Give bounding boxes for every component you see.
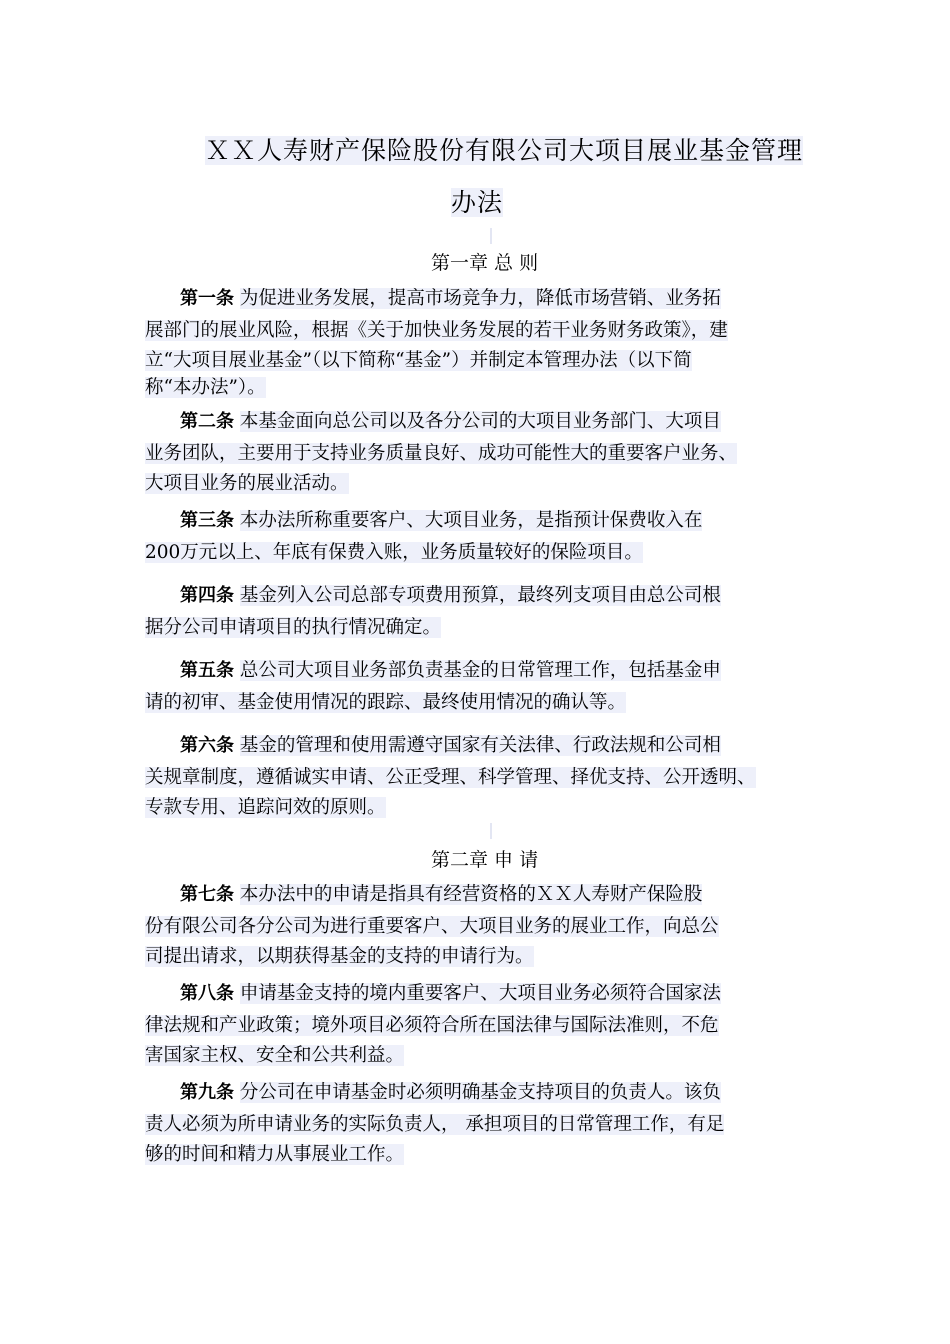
article-text-line: [145, 1010, 808, 1042]
article-text-span: 请的初审、基金使用情况的跟踪、最终使用情况的确认等。: [145, 692, 627, 713]
article-number: 第七条: [180, 884, 234, 905]
article-text-line: [145, 470, 808, 497]
article-9: [145, 1077, 808, 1168]
article-number: 第六条: [180, 735, 234, 756]
article-text-span: 业务团队，主要用于支持业务质量良好、成功可能性大的重要客户业务、: [145, 443, 738, 464]
article-4: [145, 580, 808, 644]
chapter-heading-text: 第二章 申 请: [431, 849, 539, 871]
article-text-line: [145, 911, 808, 943]
article-first-line: [145, 283, 808, 315]
article-text-span: 展部门的展业风险，根据《关于加快业务发展的若干业务财务政策》，建: [145, 320, 728, 341]
article-text-line: [145, 762, 808, 794]
chapter-heading-2: [431, 845, 538, 872]
article-text-line: 基金的管理和使用需遵守国家有关法律、行政法规和公司相: [239, 735, 721, 756]
document-title-line-1: [205, 131, 803, 167]
article-number: 第一条: [180, 288, 234, 309]
article-text-line: [145, 1141, 808, 1168]
article-first-line: [145, 978, 808, 1010]
article-text-span: 关规章制度，遵循诚实申请、公正受理、科学管理、择优支持、公开透明、: [145, 767, 756, 788]
section-divider-mark: [490, 823, 492, 839]
article-text-span: 司提出请求，以期获得基金的支持的申请行为。: [145, 946, 534, 967]
article-text-line: [145, 612, 808, 644]
article-text-line: 基金列入公司总部专项费用预算，最终列支项目由总公司根: [239, 585, 721, 606]
article-text-line: [145, 438, 808, 470]
article-text-line: 本办法中的申请是指具有经营资格的ＸＸ人寿财产保险股: [239, 884, 703, 905]
article-1: [145, 283, 808, 401]
article-text-span: 称“本办法”）。: [145, 377, 266, 398]
article-3: [145, 505, 808, 569]
article-text-span: 据分公司申请项目的执行情况确定。: [145, 617, 442, 638]
article-text-line: 总公司大项目业务部负责基金的日常管理工作，包括基金申: [239, 660, 721, 681]
article-text-line: 本办法所称重要客户、大项目业务，是指预计保费收入在: [239, 510, 703, 531]
article-first-line: [145, 655, 808, 687]
article-text-line: 分公司在申请基金时必须明确基金支持项目的负责人。该负: [239, 1082, 721, 1103]
article-number: 第四条: [180, 585, 234, 606]
section-divider-mark: [490, 228, 492, 244]
article-text-span: 够的时间和精力从事展业工作。: [145, 1144, 405, 1165]
article-number: 第三条: [180, 510, 234, 531]
document-title-text-2: 办法: [451, 188, 504, 217]
article-text-line: [145, 1042, 808, 1069]
article-text-line: [145, 315, 808, 347]
article-number: 第九条: [180, 1082, 234, 1103]
article-first-line: [145, 1077, 808, 1109]
article-first-line: [145, 879, 808, 911]
article-text-line: [145, 943, 808, 970]
article-text-span: 份有限公司各分公司为进行重要客户、大项目业务的展业工作，向总公: [145, 916, 719, 937]
article-7: [145, 879, 808, 970]
article-text-span: 害国家主权、安全和公共利益。: [145, 1045, 405, 1066]
article-text-span: 律法规和产业政策；境外项目必须符合所在国法律与国际法准则，不危: [145, 1015, 719, 1036]
article-number: 第二条: [180, 411, 234, 432]
article-text-span: 200万元以上、年底有保费入账，业务质量较好的保险项目。: [145, 542, 643, 563]
article-text-line: [145, 374, 808, 401]
article-text-span: 责人必须为所申请业务的实际负责人， 承担项目的日常管理工作，有足: [145, 1114, 725, 1135]
article-6: [145, 730, 808, 821]
article-first-line: [145, 406, 808, 438]
article-text-line: 本基金面向总公司以及各分公司的大项目业务部门、大项目: [239, 411, 721, 432]
article-text-line: [145, 1109, 808, 1141]
article-2: [145, 406, 808, 497]
article-text-line: [145, 687, 808, 719]
article-text-line: [145, 347, 808, 374]
article-first-line: [145, 730, 808, 762]
article-first-line: [145, 580, 808, 612]
chapter-heading-text: 第一章 总 则: [431, 252, 539, 274]
article-5: [145, 655, 808, 719]
chapter-heading-1: [431, 248, 538, 275]
document-title-line-2: [451, 183, 503, 219]
article-text-span: 大项目业务的展业活动。: [145, 473, 349, 494]
document-title-text-1: ＸＸ人寿财产保险股份有限公司大项目展业基金管理: [205, 136, 804, 165]
article-text-span: 立“大项目展业基金”（以下简称“基金”）并制定本管理办法（以下简: [145, 350, 692, 371]
article-number: 第五条: [180, 660, 234, 681]
article-text-line: 申请基金支持的境内重要客户、大项目业务必须符合国家法: [239, 983, 721, 1004]
article-first-line: [145, 505, 808, 537]
article-text-line: [145, 794, 808, 821]
article-text-span: 专款专用、追踪问效的原则。: [145, 797, 386, 818]
article-text-line: [145, 537, 808, 569]
article-number: 第八条: [180, 983, 234, 1004]
article-8: [145, 978, 808, 1069]
article-text-line: 为促进业务发展，提高市场竞争力，降低市场营销、业务拓: [239, 288, 721, 309]
